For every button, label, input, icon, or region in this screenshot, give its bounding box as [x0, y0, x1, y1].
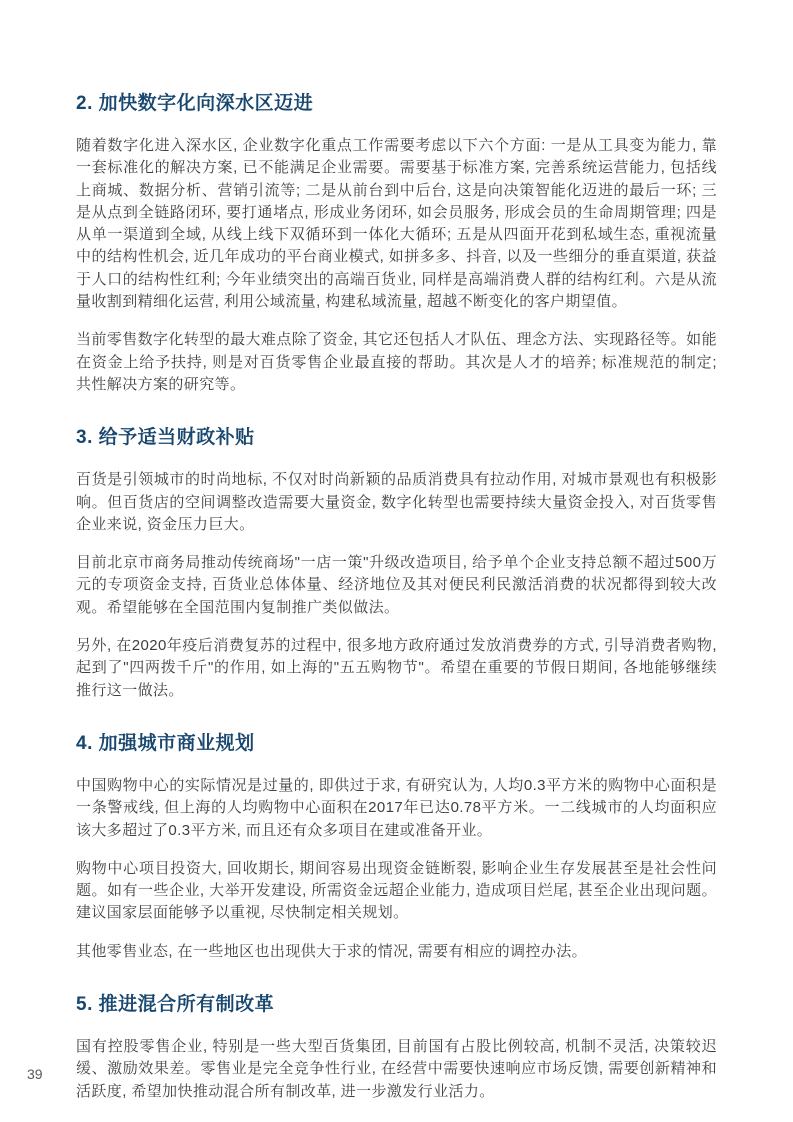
- section-fiscal-subsidy: [76, 426, 717, 702]
- paragraph: 另外, 在2020年疫后消费复苏的过程中, 很多地方政府通过发放消费券的方式, 引导消费者购物, 起到了"四两拨千斤"的作用, 如上海的"五五购物节"。希望在重要的节假日期间, 各地能够继续推行这一做法。: [76, 637, 717, 699]
- section-heading: 2. 加快数字化向深水区迈进: [76, 93, 314, 114]
- section-heading: 3. 给予适当财政补贴: [76, 427, 255, 449]
- paragraph: 当前零售数字化转型的最大难点除了资金, 其它还包括人才队伍、理念方法、实现路径等。如能在资金上给予扶持, 则是对百货零售企业最直接的帮助。其次是人才的培养; 标准规范的制定; 共性解决方案的研究等。: [76, 331, 717, 393]
- page-number: 39: [27, 1066, 43, 1082]
- section-urban-planning: [76, 732, 717, 963]
- page-content: [76, 64, 717, 1119]
- paragraph: 目前北京市商务局推动传统商场"一店一策"升级改造项目, 给予单个企业支持总额不超过500万元的专项资金支持, 百货业总体体量、经济地位及其对便民利民激活消费的状况都得到较大改观。希望能够在全国范围内复制推广类似做法。: [76, 554, 717, 616]
- section-heading: 5. 推进混合所有制改革: [76, 994, 275, 1016]
- paragraph: 随着数字化进入深水区, 企业数字化重点工作需要考虑以下六个方面: 一是从工具变为能力, 靠一套标准化的解决方案, 已不能满足企业需要。需要基于标准方案, 完善系统运营能力, 包括线上商城、数据分析、营销引流等; 二是从前台到中后台, 这是向决策智能化迈进的最后一环; 三是从点到全链路闭环, 要打通堵点, 形成业务闭环, 如会员服务, 形成会员的生命周期管理; 四是从单一渠道到全域, 从线上线下双循环到一体化大循环; 五是从四面开花到私域生态, 重视流量中的结构性机会, 近几年成功的平台商业模式, 如拼多多、抖音, 以及一些细分的垂直渠道, 获益于人口的结构性红利; 今年业绩突出的高端百货业, 同样是高端消费人群的结构红利。六是从流量收割到精细化运营, 利用公域流量, 构建私域流量, 超越不断变化的客户期望值。: [76, 137, 717, 311]
- section-mixed-ownership-reform: [76, 993, 717, 1103]
- paragraph: 购物中心项目投资大, 回收期长, 期间容易出现资金链断裂, 影响企业生存发展甚至是社会性问题。如有一些企业, 大举开发建设, 所需资金远超企业能力, 造成项目烂尾, 甚至企业出现问题。建议国家层面能够予以重视, 尽快制定相关规划。: [76, 859, 717, 922]
- paragraph: 国有控股零售企业, 特别是一些大型百货集团, 目前国有占股比例较高, 机制不灵活, 决策较迟缓、激励效果差。零售业是完全竞争性行业, 在经营中需要快速响应市场反馈, 需要创新精神和活跃度, 希望加快推动混合所有制改革, 进一步激发行业活力。: [76, 1038, 717, 1100]
- section-heading: 4. 加强城市商业规划: [76, 732, 255, 754]
- paragraph: 百货是引领城市的时尚地标, 不仅对时尚新颖的品质消费具有拉动作用, 对城市景观也有积极影响。但百货店的空间调整改造需要大量资金, 数字化转型也需要持续大量资金投入, 对百货零售企业来说, 资金压力巨大。: [76, 471, 717, 533]
- section-digitalization: [76, 92, 717, 396]
- paragraph: 其他零售业态, 在一些地区也出现供大于求的情况, 需要有相应的调控办法。: [76, 942, 588, 960]
- paragraph: 中国购物中心的实际情况是过量的, 即供过于求, 有研究认为, 人均0.3平方米的购物中心面积是一条警戒线, 但上海的人均购物中心面积在2017年已达0.78平方米。一二线城市的人均面积应该大多超过了0.3平方米, 而且还有众多项目在建或准备开业。: [76, 776, 717, 839]
